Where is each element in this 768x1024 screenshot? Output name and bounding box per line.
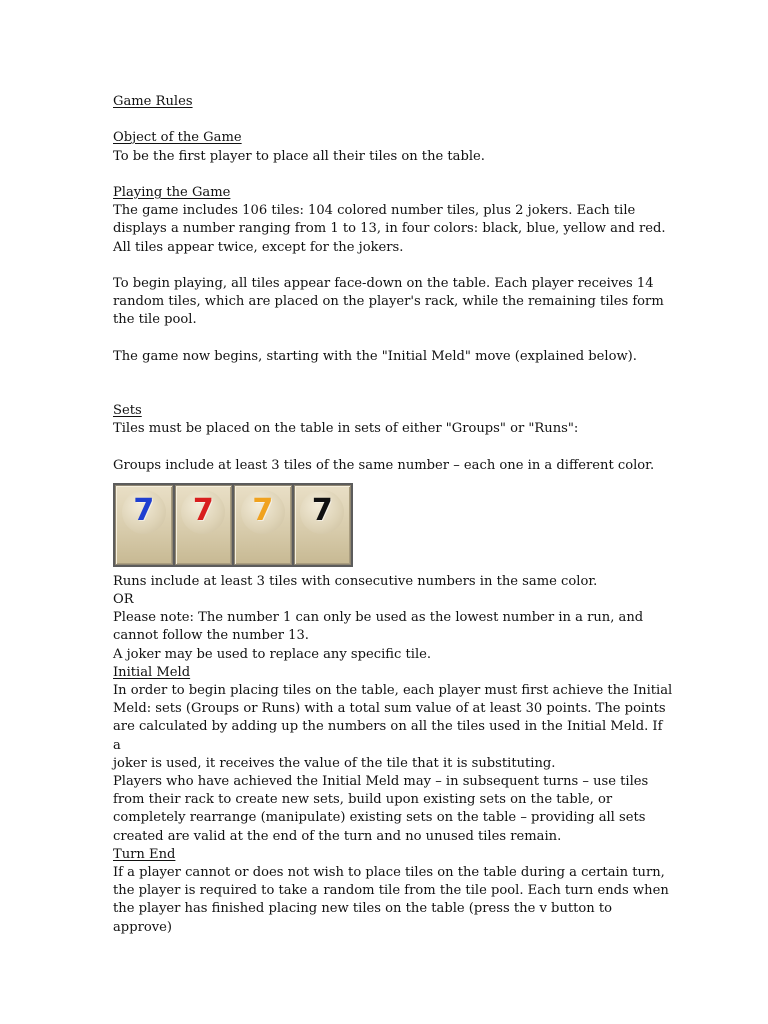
tile-number: 7: [133, 492, 155, 528]
section-heading-turn-end: Turn End: [113, 846, 176, 862]
tile-number: 7: [252, 492, 274, 528]
number-tile: [175, 485, 233, 565]
section-heading-playing: Playing the Game: [113, 184, 231, 200]
paragraph-line: Players who have achieved the Initial Meld may – in subsequent turns – use tiles: [113, 774, 649, 790]
paragraph-line: The game includes 106 tiles: 104 colored number tiles, plus 2 jokers. Each tile: [113, 203, 636, 219]
group-example-image: [113, 483, 353, 567]
paragraph-line: To begin playing, all tiles appear face-down on the table. Each player receives 14: [113, 275, 654, 291]
or-text: OR: [113, 591, 134, 607]
document-page: [113, 93, 673, 937]
number-tile: [234, 485, 292, 565]
section-heading-sets: Sets: [113, 402, 142, 418]
paragraph-line: joker is used, it receives the value of the tile that it is substituting.: [113, 755, 556, 771]
paragraph-line: from their rack to create new sets, build upon existing sets on the table, or: [113, 792, 613, 808]
object-text: To be the first player to place all their tiles on the table.: [113, 148, 485, 164]
paragraph-line: the tile pool.: [113, 312, 197, 328]
page-title: Game Rules: [113, 94, 193, 109]
paragraph-line: The game now begins, starting with the "Initial Meld" move (explained below).: [113, 348, 637, 364]
tile-number: 7: [311, 492, 333, 528]
runs-text: Runs include at least 3 tiles with consecutive numbers in the same color.: [113, 573, 598, 589]
paragraph-line: random tiles, which are placed on the player's rack, while the remaining tiles form: [113, 294, 664, 310]
paragraph-line: the player is required to take a random tile from the tile pool. Each turn ends when: [113, 883, 669, 899]
paragraph-line: created are valid at the end of the turn and no unused tiles remain.: [113, 828, 562, 844]
section-heading-object: Object of the Game: [113, 130, 242, 146]
paragraph-line: All tiles appear twice, except for the jokers.: [113, 239, 404, 255]
sets-intro: Tiles must be placed on the table in sets of either "Groups" or "Runs":: [113, 421, 579, 437]
number-tile: [294, 485, 352, 565]
paragraph-line: displays a number ranging from 1 to 13, in four colors: black, blue, yellow and red.: [113, 221, 666, 237]
paragraph-line: Meld: sets (Groups or Runs) with a total sum value of at least 30 points. The points: [113, 701, 666, 717]
groups-text: Groups include at least 3 tiles of the same number – each one in a different color.: [113, 457, 655, 473]
note-line: Please note: The number 1 can only be used as the lowest number in a run, and: [113, 610, 644, 626]
joker-text: A joker may be used to replace any specific tile.: [113, 646, 432, 662]
number-tile: [115, 485, 173, 565]
tile-number: 7: [192, 492, 214, 528]
paragraph-line: In order to begin placing tiles on the table, each player must first achieve the Initial: [113, 683, 673, 698]
section-heading-initial-meld: Initial Meld: [113, 664, 191, 680]
paragraph-line: are calculated by adding up the numbers on all the tiles used in the Initial Meld. If a: [113, 719, 663, 753]
paragraph-line: completely rearrange (manipulate) existing sets on the table – providing all sets: [113, 810, 646, 826]
paragraph-line: If a player cannot or does not wish to place tiles on the table during a certain turn,: [113, 865, 665, 881]
paragraph-line: the player has finished placing new tiles on the table (press the v button to approve): [113, 901, 613, 935]
note-line: cannot follow the number 13.: [113, 628, 309, 644]
